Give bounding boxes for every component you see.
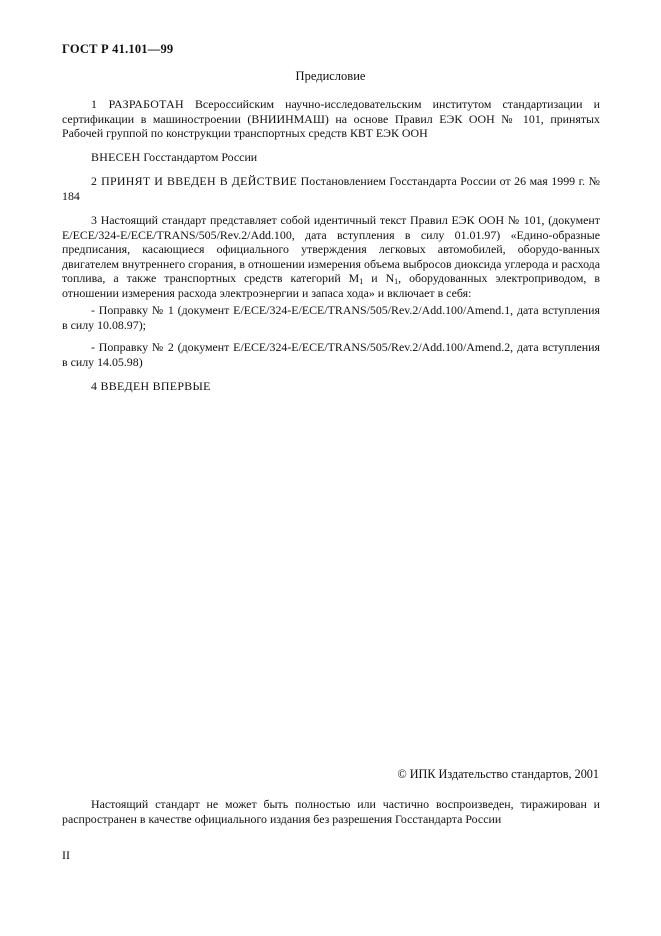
reproduction-notice: Настоящий стандарт не может быть полностью или частично воспроизведен, тиражирован и распространен в качестве официального издания без разрешения Госстандарта России <box>62 797 600 826</box>
item-adopted-text: Постановлением Госстандарта России от 26 мая 1999 г. № 184 <box>62 174 600 203</box>
category-subscript-n: 1 <box>394 277 399 286</box>
document-code-header: ГОСТ Р 41.101—99 <box>62 42 174 56</box>
page-number: II <box>62 848 70 862</box>
item-first-introduced-caps: 4 ВВЕДЕН ВПЕРВЫЕ <box>91 379 211 393</box>
amendment-1 <box>62 303 600 332</box>
item-adopted-caps: 2 ПРИНЯТ И ВВЕДЕН В ДЕЙСТВИЕ <box>91 174 298 188</box>
item-standard-description <box>62 213 600 300</box>
item-adopted <box>62 174 600 203</box>
item-submitted-text: Госстандартом России <box>140 150 258 164</box>
amendment-2-text: - Поправку № 2 (документ E/ECE/324-E/ECE/TRANS/505/Rev.2/Add.100/Amend.2, дата вступления в силу 14.05.98) <box>62 340 600 369</box>
item-developed-caps: 1 РАЗРАБОТАН <box>91 97 184 111</box>
item-developed-text: Всероссийским научно-исследовательским институтом стандартизации и сертификации в машиностроении (ВНИИНМАШ) на основе Правил ЕЭК ООН № 101, принятых Рабочей группой по конструкции транспортных средств КВТ ЕЭК ООН <box>62 97 600 140</box>
item-developed <box>62 97 600 141</box>
item-submitted-caps: ВНЕСЕН <box>91 150 141 164</box>
amendment-1-text: - Поправку № 1 (документ E/ECE/324-E/ECE/TRANS/505/Rev.2/Add.100/Amend.1, дата вступления в силу 10.08.97); <box>62 303 600 332</box>
item-submitted <box>62 150 600 165</box>
item-standard-text-c: , оборудованных электроприводом, в отношении измерения расхода электроэнергии и запаса хода» и включает в себя: <box>62 271 600 300</box>
section-title: Предисловие <box>295 69 366 83</box>
amendment-2 <box>62 340 600 369</box>
copyright-line: © ИПК Издательство стандартов, 2001 <box>397 767 599 781</box>
item-first-introduced <box>62 379 600 394</box>
category-subscript-m: 1 <box>359 277 364 286</box>
item-standard-text-b: и N <box>363 271 395 285</box>
item-standard-text-a: 3 Настоящий стандарт представляет собой идентичный текст Правил ЕЭК ООН № 101, (документ E/ECE/324-E/ECE/TRANS/505/Rev.2/Add.100, дата вступления в силу 01.01.97) «Едино-образные предписания, касающиеся официального утверждения легковых автомобилей, оборудо-ванных двигателем внутреннего сгорания, в отношении измерения объема выбросов диоксида углерода и расхода топлива, а также транспортных средств категорий M <box>62 213 600 285</box>
